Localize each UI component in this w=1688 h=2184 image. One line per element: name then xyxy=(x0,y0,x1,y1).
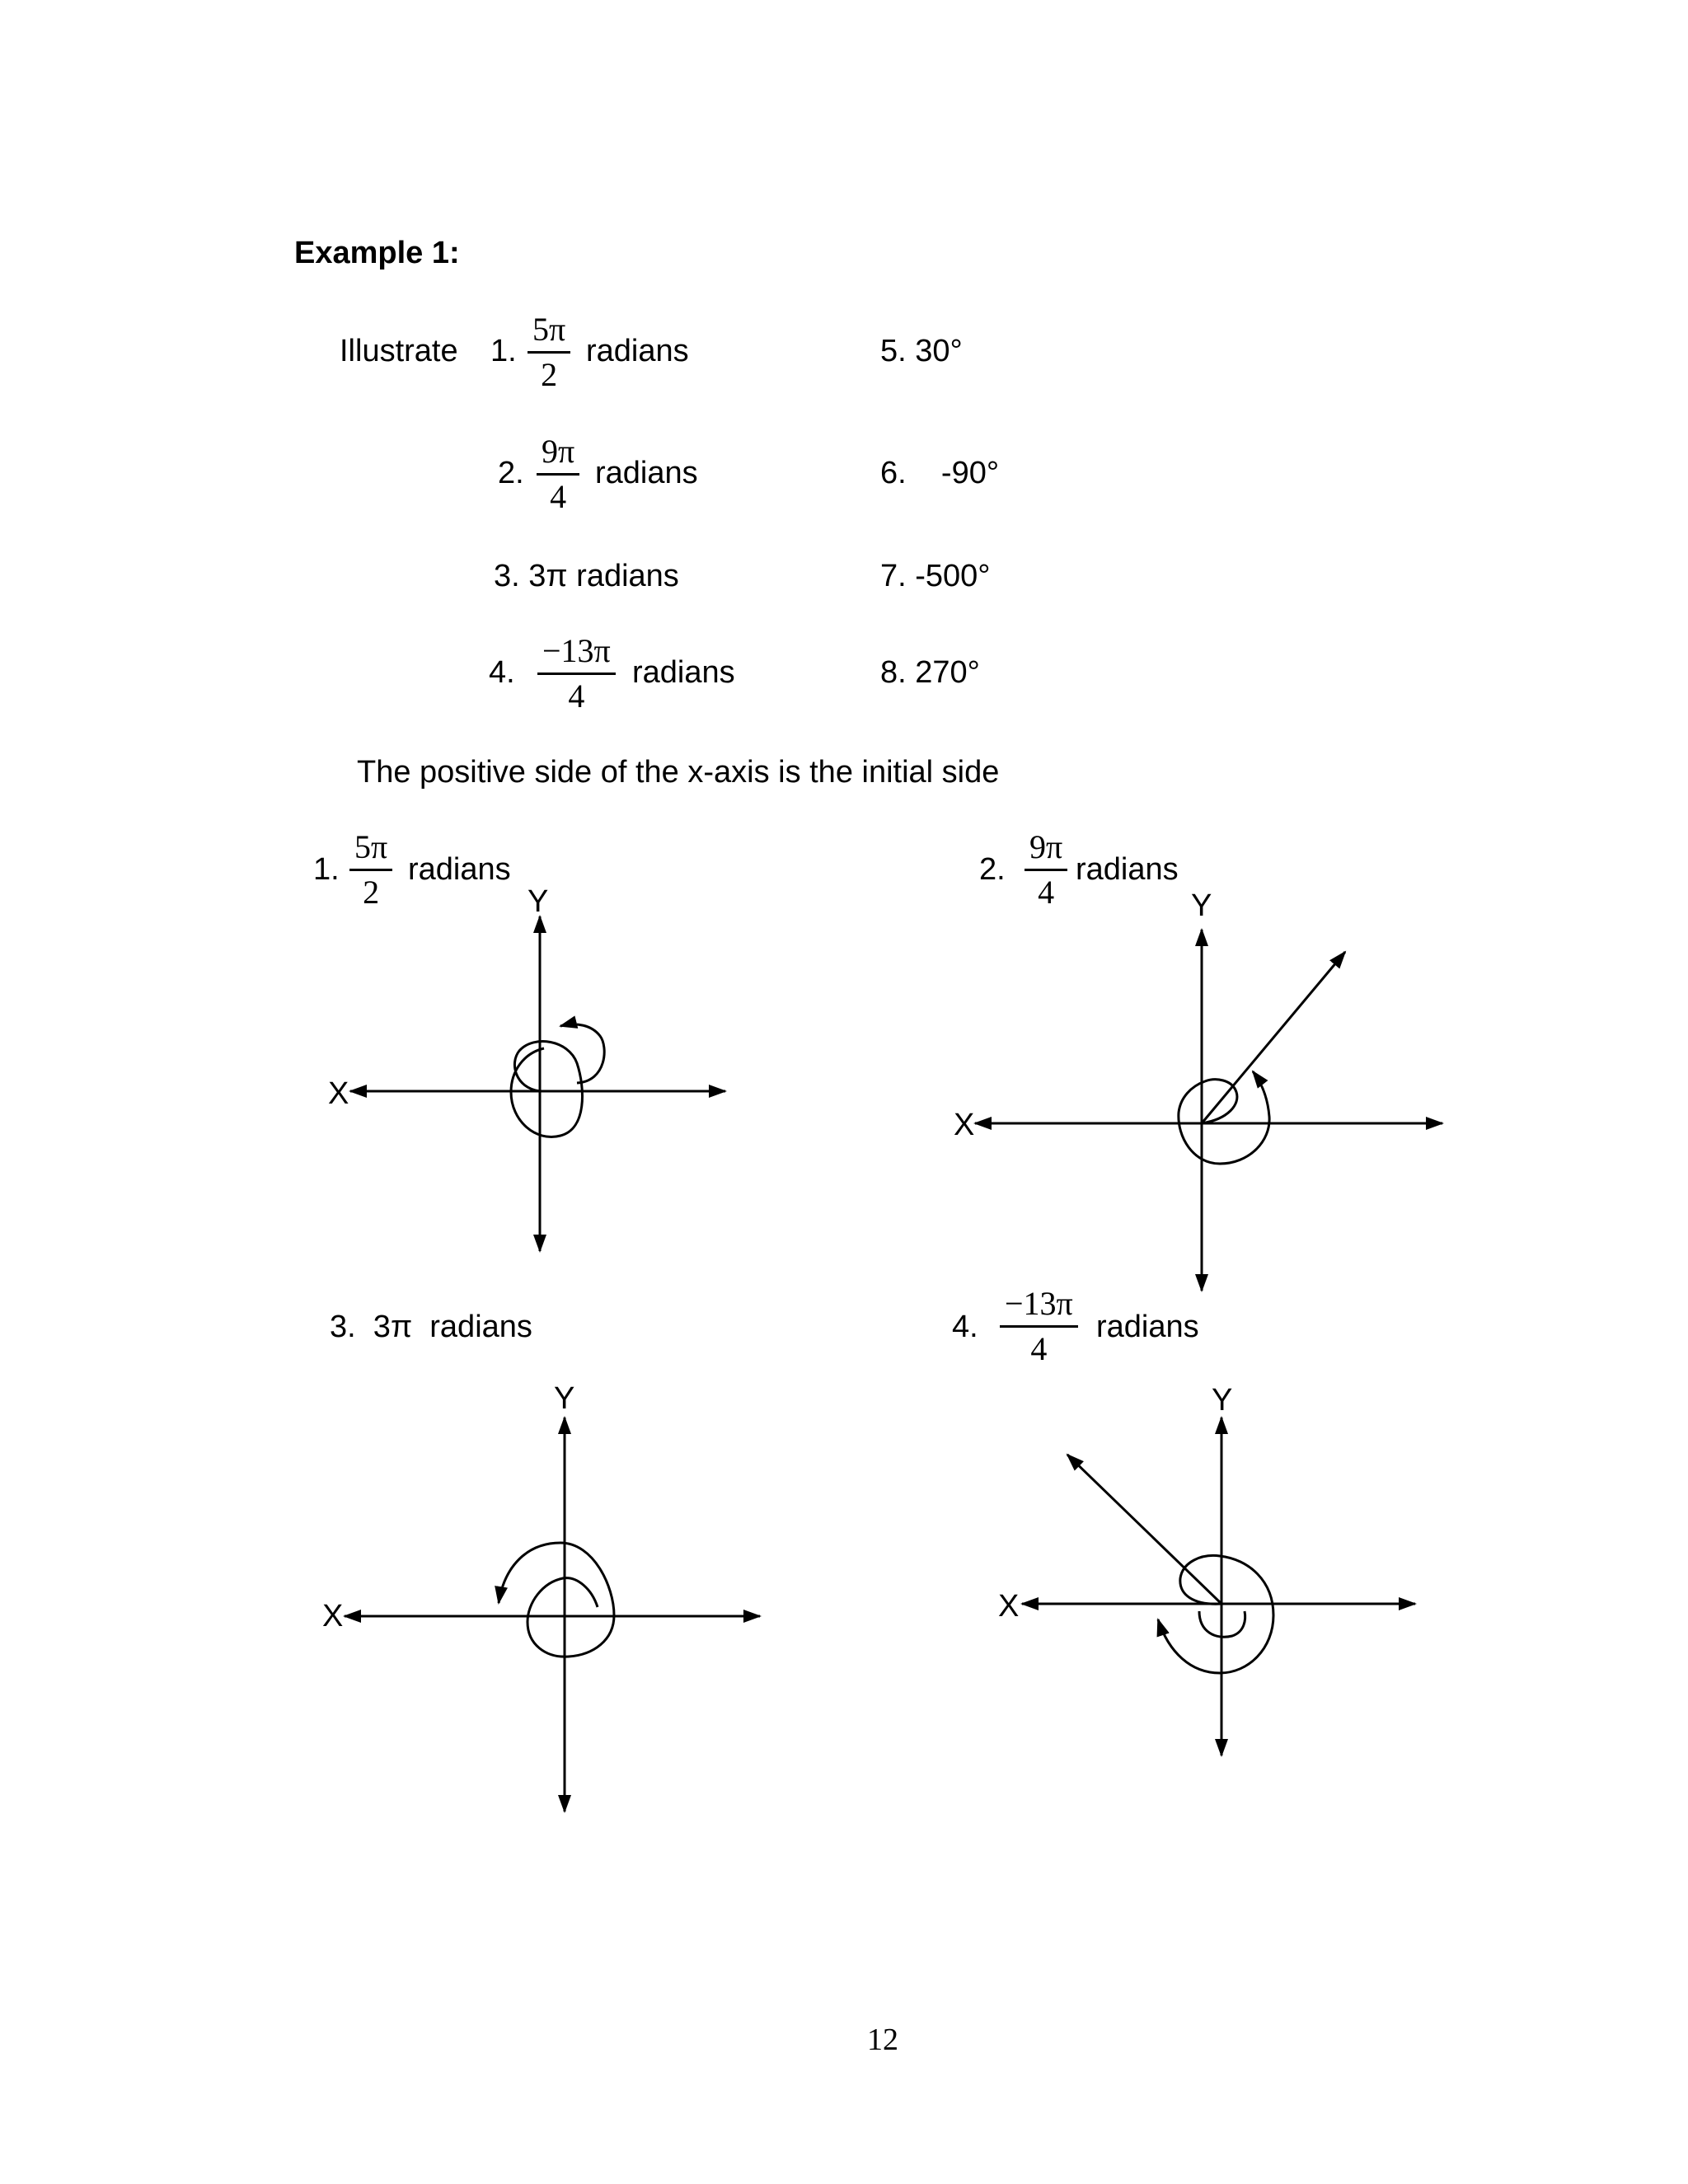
fraction-denominator: 4 xyxy=(1038,874,1055,911)
diagram-1-axes xyxy=(350,916,725,1251)
problem-4-unit: radians xyxy=(632,655,735,690)
fraction-numerator: 9π xyxy=(542,433,575,470)
diagram-2-number: 2. xyxy=(979,852,1006,887)
diagram-4-terminal-side xyxy=(1067,1455,1221,1604)
diagram-2-unit: radians xyxy=(1076,852,1179,887)
problem-2-unit: radians xyxy=(595,456,698,490)
problem-5: 5. 30° xyxy=(880,334,963,368)
diagram-1-y-label: Y xyxy=(528,884,549,919)
fraction-numerator: 9π xyxy=(1029,828,1063,865)
diagram-4-x-label: X xyxy=(998,1589,1020,1624)
fraction-numerator: −13π xyxy=(1005,1285,1073,1322)
diagram-3-axes xyxy=(345,1418,760,1811)
fraction-denominator: 2 xyxy=(363,874,380,911)
page-number: 12 xyxy=(867,2022,898,2057)
diagram-4-rotation-spiral xyxy=(1158,1555,1273,1673)
diagram-3-label: 3. 3π radians xyxy=(330,1310,532,1344)
fraction-denominator: 2 xyxy=(541,356,558,393)
problem-6: 6. -90° xyxy=(880,456,1000,490)
diagram-2-terminal-side xyxy=(1202,952,1345,1123)
diagram-1-number: 1. xyxy=(313,852,340,887)
fraction-numerator: −13π xyxy=(542,632,611,669)
fraction-denominator: 4 xyxy=(550,478,567,515)
fraction-numerator: 5π xyxy=(532,311,566,348)
diagram-1-x-label: X xyxy=(328,1076,349,1111)
fraction-denominator: 4 xyxy=(1030,1330,1048,1367)
diagram-3-x-label: X xyxy=(322,1599,344,1633)
diagram-1-rotation-spiral xyxy=(511,1042,583,1137)
diagram-2-y-label: Y xyxy=(1191,888,1212,923)
diagram-4-y-label: Y xyxy=(1212,1383,1233,1418)
fraction-numerator: 5π xyxy=(354,828,388,865)
diagram-4-unit: radians xyxy=(1096,1310,1199,1344)
problem-1-unit: radians xyxy=(586,334,689,368)
diagram-4-number: 4. xyxy=(952,1310,978,1344)
problem-4-number: 4. xyxy=(489,655,515,690)
problem-2-number: 2. xyxy=(498,456,524,490)
diagram-3-rotation-spiral xyxy=(499,1543,614,1657)
example-heading: Example 1: xyxy=(294,236,460,270)
diagram-1-rotation-arrow xyxy=(560,1024,604,1083)
diagram-1-unit: radians xyxy=(408,852,511,887)
initial-side-note: The positive side of the x-axis is the initial side xyxy=(357,755,1000,790)
problem-7: 7. -500° xyxy=(880,559,991,593)
illustrate-label: Illustrate xyxy=(340,334,458,368)
diagram-3-y-label: Y xyxy=(554,1381,575,1416)
diagram-4-axes xyxy=(1022,1418,1415,1755)
problem-1-number: 1. xyxy=(490,334,517,368)
diagram-2-axes xyxy=(975,930,1442,1291)
fraction-denominator: 4 xyxy=(568,677,585,715)
diagram-2-rotation-spiral xyxy=(1179,1071,1269,1164)
problem-8: 8. 270° xyxy=(880,655,980,690)
problem-3: 3. 3π radians xyxy=(494,559,679,593)
diagram-2-x-label: X xyxy=(954,1108,975,1142)
